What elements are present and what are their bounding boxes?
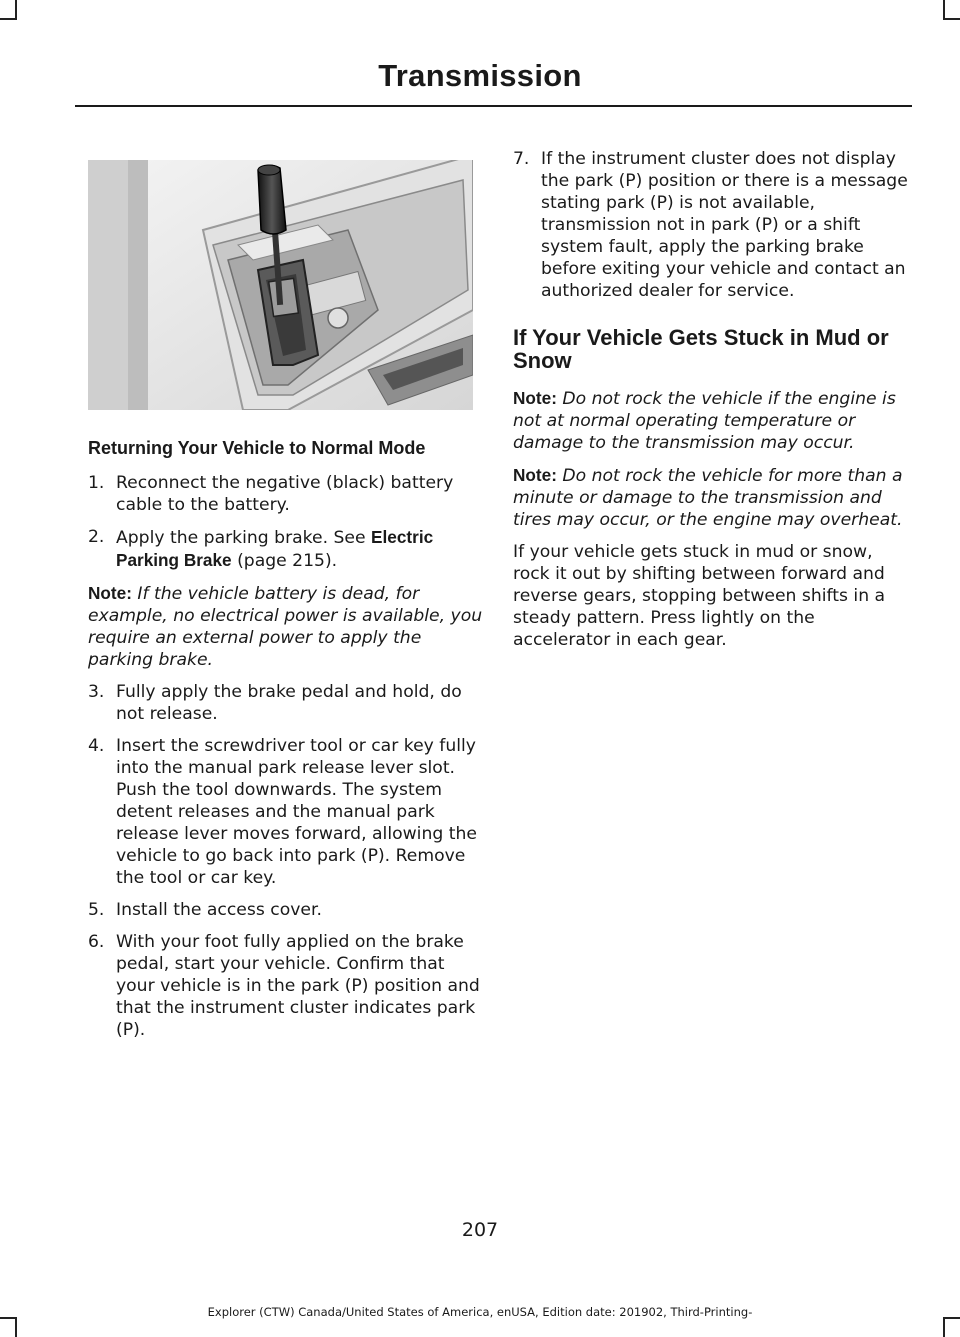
steps-list xyxy=(513,148,913,302)
step-number: 3. xyxy=(88,682,105,702)
section-heading: If Your Vehicle Gets Stuck in Mud or Snow xyxy=(513,325,889,373)
list-item xyxy=(88,526,483,572)
body-paragraph: If your vehicle gets stuck in mud or snow, rock it out by shifting between forward and reverse gears, stopping between shifts in a steady pattern. Press lightly on the accelerator in each gear. xyxy=(513,542,886,650)
list-item xyxy=(513,148,913,302)
list-item xyxy=(88,681,483,725)
cross-reference-link[interactable]: Electric Parking Brake xyxy=(116,527,434,570)
step-number: 1. xyxy=(88,473,105,493)
list-item xyxy=(88,899,483,921)
note-label: Note: xyxy=(513,465,557,485)
crop-mark xyxy=(943,0,945,20)
note-text: If the vehicle battery is dead, for example, no electrical power is available, you require an external power to apply the parking brake. xyxy=(88,584,483,670)
crop-mark xyxy=(15,0,17,20)
step-number: 5. xyxy=(88,900,105,920)
note-text: Do not rock the vehicle if the engine is not at normal operating temperature or damage to the transmission may occur. xyxy=(513,389,896,453)
step-text: If the instrument cluster does not display the park (P) position or there is a message stating park (P) is not available, transmission not in park (P) or a shift system fault, apply the parking brake before exiting your vehicle and contact an authorized dealer for service. xyxy=(541,149,908,301)
step-number: 2. xyxy=(88,527,105,547)
crop-mark xyxy=(15,1317,17,1337)
page-footer: Explorer (CTW) Canada/United States of America, enUSA, Edition date: 201902, Third-Printing- xyxy=(207,1305,753,1319)
step-text: Install the access cover. xyxy=(116,900,322,920)
list-item xyxy=(88,472,483,516)
steps-list xyxy=(88,472,483,572)
right-column xyxy=(513,148,913,661)
crop-mark xyxy=(0,18,17,20)
step-number: 7. xyxy=(513,149,530,169)
note xyxy=(513,387,913,454)
left-column xyxy=(88,438,483,1051)
manual-park-release-illustration xyxy=(88,160,473,410)
list-item xyxy=(88,735,483,889)
crop-mark xyxy=(943,18,960,20)
crop-mark xyxy=(943,1317,945,1337)
note-text: Do not rock the vehicle for more than a minute or damage to the transmission and tires may occur, or the engine may overheat. xyxy=(513,466,903,530)
note-label: Note: xyxy=(513,388,557,408)
page-reference: (page 215). xyxy=(231,551,338,571)
screwdriver-in-slot-icon xyxy=(88,160,473,410)
step-number: 4. xyxy=(88,736,105,756)
page-header-title: Transmission xyxy=(378,58,582,93)
step-text: Apply the parking brake. See xyxy=(116,528,372,548)
header-divider xyxy=(75,105,912,107)
step-text: Fully apply the brake pedal and hold, do not release. xyxy=(116,682,462,724)
steps-list xyxy=(88,681,483,1041)
note-label: Note: xyxy=(88,583,132,603)
page-number: 207 xyxy=(461,1219,499,1241)
step-text: Reconnect the negative (black) battery cable to the battery. xyxy=(116,473,454,515)
step-text: With your foot fully applied on the brake pedal, start your vehicle. Confirm that your vehicle is in the park (P) position and that the instrument cluster indicates park (P). xyxy=(116,932,480,1040)
note xyxy=(513,464,913,531)
list-item xyxy=(88,931,483,1041)
section-subheading: Returning Your Vehicle to Normal Mode xyxy=(88,438,426,458)
note xyxy=(88,582,483,671)
step-number: 6. xyxy=(88,932,105,952)
step-text: Insert the screwdriver tool or car key fully into the manual park release lever slot. Push the tool downwards. The system detent releases and the manual park release lever moves forward, allowing the vehicle to go back into park (P). Remove the tool or car key. xyxy=(116,736,477,888)
